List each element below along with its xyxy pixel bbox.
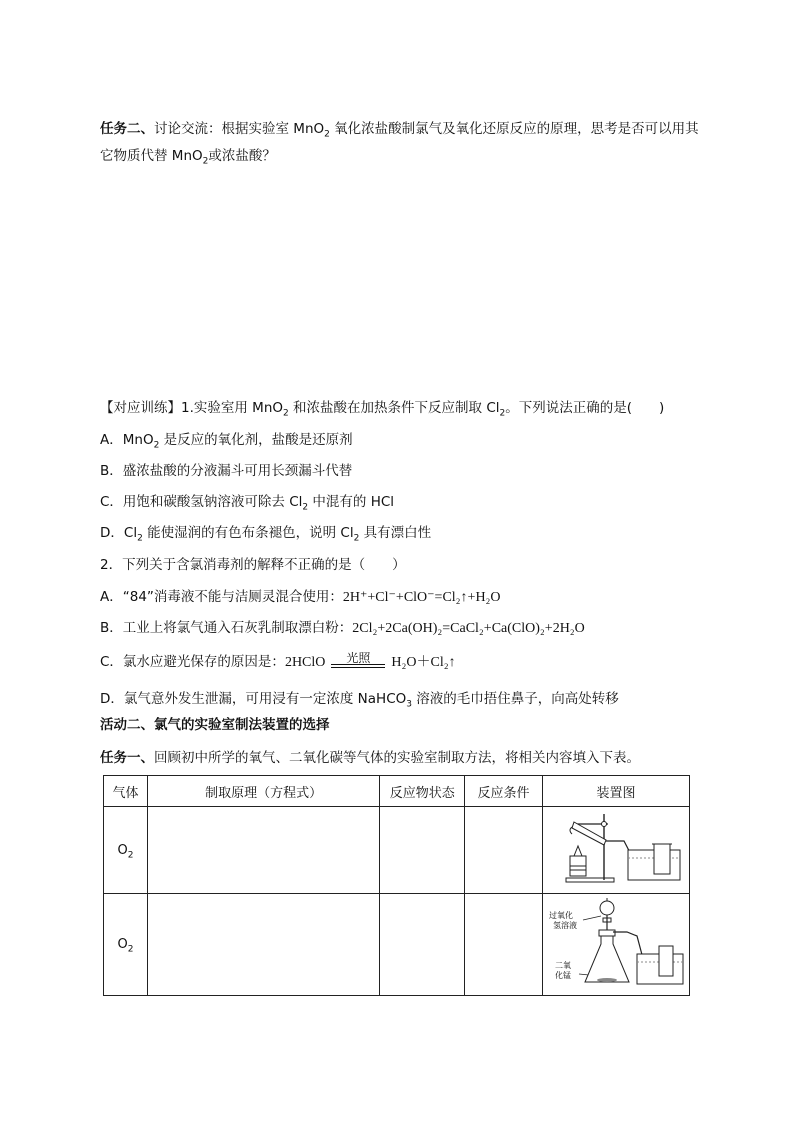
practice-q1-stem xyxy=(100,398,664,418)
option-text: A．“84”消毒液不能与洁厕灵混合使用： xyxy=(100,589,343,605)
header-reactant-state: 反应物状态 xyxy=(380,776,465,807)
option-text: 是反应的氧化剂，盐酸是还原剂 xyxy=(159,432,353,448)
activity2-task1 xyxy=(100,748,640,768)
test-tube xyxy=(572,822,606,845)
arrow-line xyxy=(331,664,385,665)
subscript: 2 xyxy=(499,408,506,419)
subscript: 2 xyxy=(202,156,209,167)
table-row xyxy=(104,894,690,996)
subscript: 2 xyxy=(127,944,134,955)
subscript: 2 xyxy=(137,533,143,544)
q1-option-a xyxy=(100,430,353,450)
principle-cell[interactable] xyxy=(147,894,379,996)
gas-formula: O xyxy=(117,937,128,952)
task2-label: 任务二、 xyxy=(100,121,154,137)
reaction-condition: 光照 xyxy=(346,651,371,665)
option-text: D．Cl xyxy=(100,525,138,541)
equation: 2Cl₂+2Ca(OH)₂=CaCl₂+Ca(ClO)₂+2H₂O xyxy=(352,621,585,636)
task2-text-4: 或浓盐酸？ xyxy=(208,148,276,164)
arrow-line xyxy=(331,667,385,668)
gas-preparation-table xyxy=(103,775,690,996)
state-cell[interactable] xyxy=(380,807,465,894)
label-h2o2-1: 过氧化 xyxy=(548,910,573,920)
q1-option-d xyxy=(100,523,431,543)
q1-option-b: B．盛浓盐酸的分液漏斗可用长颈漏斗代替 xyxy=(100,463,353,479)
task1-label: 任务一、 xyxy=(100,750,154,766)
gas-formula: O xyxy=(117,842,128,858)
q1-prefix: 【对应训练】1.实验室用 MnO xyxy=(100,400,284,416)
state-cell[interactable] xyxy=(380,894,465,996)
q1-text: 和浓盐酸在加热条件下反应制取 Cl xyxy=(288,400,500,416)
flame xyxy=(574,846,582,856)
subscript: 2 xyxy=(353,533,360,544)
reaction-arrow xyxy=(329,652,387,672)
practice-q2-stem: 2．下列关于含氯消毒剂的解释不正确的是（ ） xyxy=(100,557,406,573)
option-text: D．氯气意外发生泄漏，可用浸有一定浓度 NaHCO xyxy=(100,691,407,707)
header-apparatus: 装置图 xyxy=(542,776,689,807)
q2-option-a xyxy=(100,587,501,608)
task2-text-2: 氧化浓盐酸制氯气及氧化还原反应的原理，思考是否可以用其 xyxy=(329,121,699,137)
label-h2o2-2: 氢溶液 xyxy=(552,920,577,930)
conical-flask xyxy=(585,934,629,982)
gas-cell xyxy=(104,894,148,996)
equation-rhs: H₂O＋Cl₂↑ xyxy=(391,655,456,670)
q2-option-c xyxy=(100,652,456,673)
stopper xyxy=(599,930,615,936)
option-text: C．用饱和碳酸氢钠溶液可除去 Cl xyxy=(100,494,303,510)
subscript: 2 xyxy=(324,129,330,140)
dropping-funnel-apparatus-diagram xyxy=(545,896,687,990)
mno2-solid xyxy=(597,978,617,982)
condition-cell[interactable] xyxy=(465,894,543,996)
header-condition: 反应条件 xyxy=(465,776,543,807)
option-text: B．工业上将氯气通入石灰乳制取漂白粉： xyxy=(100,620,353,636)
q1-option-c xyxy=(100,492,394,512)
task2-line-1 xyxy=(100,119,699,139)
subscript: 2 xyxy=(302,502,309,513)
task1-text: 回顾初中所学的氧气、二氧化碳等气体的实验室制取方法，将相关内容填入下表。 xyxy=(154,750,640,766)
collecting-bottle xyxy=(659,946,673,976)
option-text: A．MnO xyxy=(100,432,154,448)
subscript: 2 xyxy=(283,408,289,419)
task2-line-2 xyxy=(100,146,276,166)
table-header-row xyxy=(104,776,690,807)
heating-apparatus-diagram xyxy=(546,810,686,886)
option-text: 具有漂白性 xyxy=(359,525,432,541)
task2-text-1: 讨论交流：根据实验室 MnO xyxy=(154,121,325,137)
table-row xyxy=(104,807,690,894)
collecting-bottle xyxy=(654,844,670,874)
option-text: 能使湿润的有色布条褪色，说明 Cl xyxy=(142,525,354,541)
label-pointer xyxy=(583,916,601,920)
gas-cell xyxy=(104,807,148,894)
stand-base xyxy=(566,878,614,882)
subscript: 2 xyxy=(153,440,160,451)
q2-option-b xyxy=(100,618,585,639)
label-mno2-1: 二氧 xyxy=(554,960,571,970)
clamp-joint xyxy=(601,822,606,827)
apparatus-cell xyxy=(542,894,689,996)
task2-text-3: 它物质代替 MnO xyxy=(100,148,203,164)
option-text: 溶液的毛巾捂住鼻子，向高处转移 xyxy=(412,691,619,707)
equation: 2H⁺+Cl⁻+ClO⁻=Cl₂↑+H₂O xyxy=(342,590,501,605)
option-text: C．氯水应避光保存的原因是： xyxy=(100,654,285,670)
subscript: 2 xyxy=(127,850,134,861)
funnel-bulb xyxy=(600,901,614,915)
header-principle: 制取原理（方程式） xyxy=(147,776,379,807)
label-mno2-2: 化锰 xyxy=(554,970,571,980)
q1-suffix: 。下列说法正确的是( ) xyxy=(505,400,665,416)
principle-cell[interactable] xyxy=(147,807,379,894)
condition-cell[interactable] xyxy=(465,807,543,894)
activity2-title: 活动二、氯气的实验室制法装置的选择 xyxy=(100,717,330,733)
equation-lhs: 2HClO xyxy=(284,655,326,670)
q2-option-d xyxy=(100,689,619,709)
option-text: 中混有的 HCl xyxy=(308,494,395,510)
apparatus-cell xyxy=(542,807,689,894)
header-gas: 气体 xyxy=(104,776,148,807)
subscript: 3 xyxy=(406,699,412,710)
